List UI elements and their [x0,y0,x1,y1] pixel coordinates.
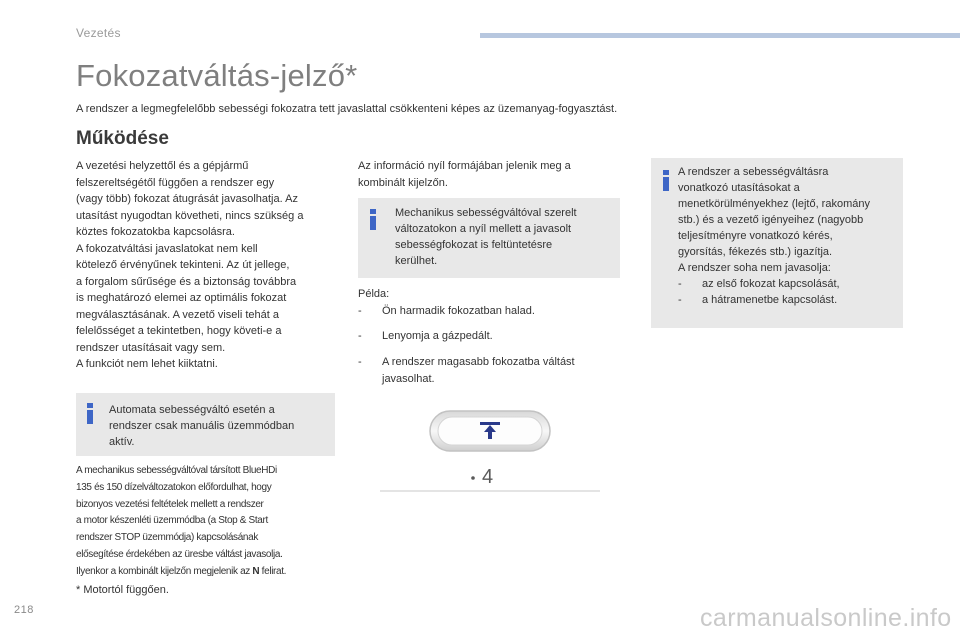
recommended-gear-value: 4 [482,466,494,488]
header-accent-bar [480,33,960,38]
example-step: - Lenyomja a gázpedált. [358,330,493,342]
list-item: - az első fokozat kapcsolását, [678,278,840,290]
example-step: - Ön harmadik fokozatban halad. [358,305,535,317]
info-icon [85,403,95,424]
paragraph-line: felszereltségétől függően a rendszer egy [76,176,275,189]
paragraph-line: A vezetési helyzettől és a gépjármű [76,160,249,172]
paragraph-line: utasítást nyugodtan követheti, nincs szükség a [76,209,304,222]
info-icon [661,170,671,191]
info-box-adaptive [651,158,903,328]
paragraph-line: A fokozatváltási javaslatokat nem kell [76,242,258,255]
intro-text: A rendszer a legmegfelelőbb sebességi fokozatra tett javaslattal csökkenteni képes az üzemanyag-fogyasztást. [76,103,618,115]
example-step-continuation: javasolhat. [382,373,435,385]
watermark: carmanualsonline.info [700,604,952,632]
neutral-indicator: N [252,565,260,577]
info-text: A rendszer a sebességváltásra vonatkozó utasításokat a menetkörülményekhez (lejtő, rakomány stb.) és a vezető igényeihez (nagyobb teljesítményre vonatkozó kérés, gyorsítás, fékezés stb.) igazítja. A rendszer soha nem javasolja: - az első fokozat kapcsolását, - a hátramenetbe kapcsolást. [678,166,870,306]
paragraph-line: felelősséget a tekintetben, hogy követi-e a [76,325,282,337]
list-item: - a hátramenetbe kapcsolást. [678,294,838,306]
arrow-info-paragraph: Az információ nyíl formájában jelenik meg a kombinált kijelzőn. [358,160,571,189]
paragraph-line: A funkciót nem lehet kiiktatni. [76,358,218,370]
paragraph-line: kötelező érvényűnek tekinteni. Az út jellege, [76,259,290,271]
display-dot [471,476,475,480]
paragraph-line: köztes fokozatokba kapcsolásra. [76,226,235,238]
bluehdi-note: A mechanikus sebességváltóval társított BlueHDi 135 és 150 dízelváltozatokon előfordulhat, hogy bizonyos vezetési feltételek mellett a rendszer a motor készenléti üzemmódba (a Stop & Start rendszer STOP üzemmódja) kapcsolásának elősegítése érdekében az üresbe váltást javasolja. Ilyenkor a kombinált kijelzőn megjelenik az N felirat. [76,465,287,577]
paragraph-line: (vagy több) fokozat átugrását javasolhatja. Az [76,193,298,205]
section-label: Vezetés [76,26,121,40]
paragraph-line: rendszer utasításait vagy sem. [76,341,226,354]
info-box-manual [358,198,620,278]
footnote: * Motortól függően. [76,584,169,596]
example-step: - A rendszer magasabb fokozatba váltást [358,356,575,368]
info-text: Mechanikus sebességváltóval szerelt változatokon a nyíl mellett a javasolt sebességfokozat is feltüntetésre kerülhet. [395,207,577,267]
info-icon [368,209,378,230]
example-label: Példa: [358,288,390,300]
paragraph-line: megválasztásának. A vezető viseli tehát a [76,308,280,321]
page-title: Fokozatváltás-jelző* [76,58,358,93]
main-paragraph [76,158,346,373]
paragraph-line: is meghatározó elemei az optimális fokozat [76,292,287,304]
section-heading: Működése [76,128,169,149]
gear-shift-display-illustration [370,405,610,505]
info-text: Automata sebességváltó esetén a rendszer csak manuális üzemmódban aktív. [109,404,295,448]
page-number: 218 [14,604,34,616]
info-box-automatic [76,393,335,456]
paragraph-line: a forgalom sűrűsége és a biztonság továbbra [76,275,297,288]
